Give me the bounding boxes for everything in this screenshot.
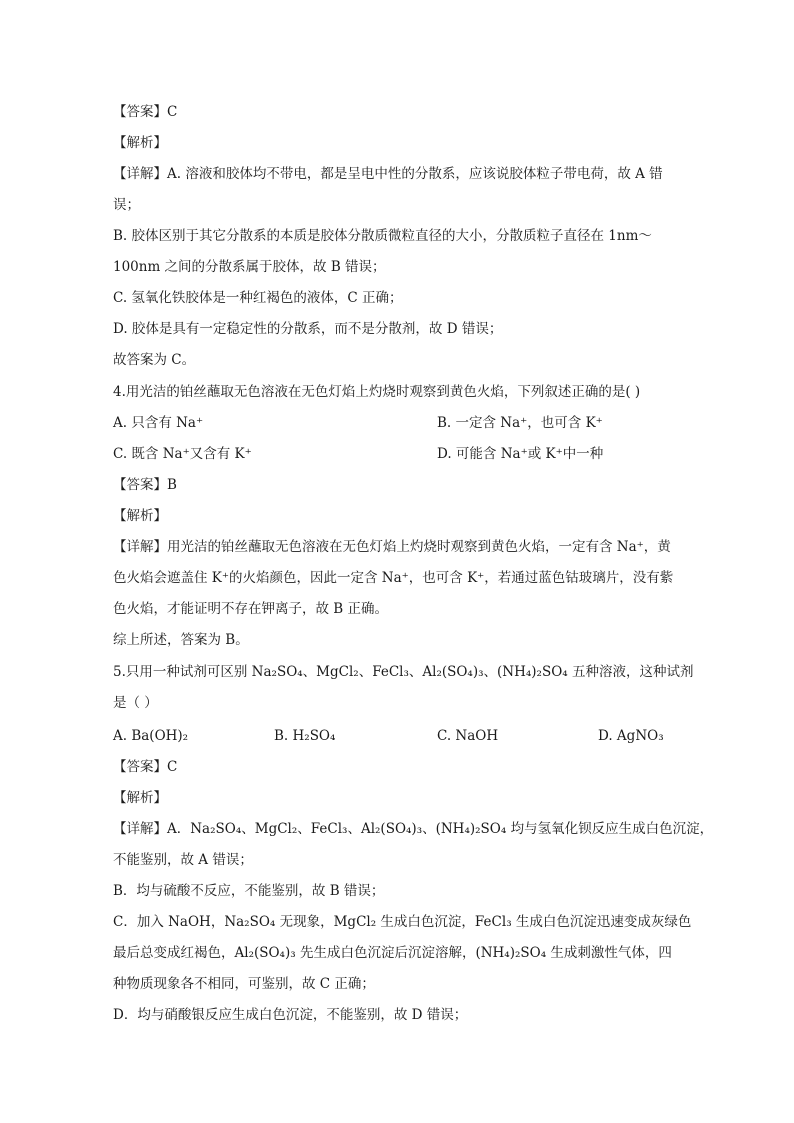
q5-option-b: B. H₂SO₄: [274, 728, 336, 744]
q4-option-c: C. 既含 Na⁺又含有 K⁺: [113, 446, 252, 462]
q5-option-d: D. AgNO₃: [598, 728, 664, 744]
q5-option-a: A. Ba(OH)₂: [113, 728, 189, 744]
explain-line: B. 胶体区别于其它分散系的本质是胶体分散质微粒直径的大小，分散质粒子直径在 1nm～: [113, 228, 652, 244]
explain-line: 综上所述，答案为 B。: [113, 632, 249, 648]
q5-option-c: C. NaOH: [437, 728, 499, 744]
explain-line: 色火焰会遮盖住 K⁺的火焰颜色，因此一定含 Na⁺，也可含 K⁺，若通过蓝色钴玻璃片，没有紫: [113, 570, 674, 586]
explain-line: 不能鉴别，故 A 错误；: [113, 852, 253, 868]
explain-line: 【详解】A．Na₂SO₄、MgCl₂、FeCl₃、Al₂(SO₄)₃、(NH₄)₂SO₄ 均与氢氧化钡反应生成白色沉淀，: [113, 821, 714, 837]
explain-line: 100nm 之间的分散系属于胶体，故 B 错误；: [113, 259, 386, 275]
answer-label: 【答案】C: [113, 104, 178, 120]
explain-line: C. 氢氧化铁胶体是一种红褐色的液体，C 正确；: [113, 290, 403, 306]
explain-line: 【详解】A. 溶液和胶体均不带电，都是呈电中性的分散系，应该说胶体粒子带电荷，故 A 错: [113, 166, 663, 182]
explain-line: 【详解】用光洁的铂丝蘸取无色溶液在无色灯焰上灼烧时观察到黄色火焰，一定有含 Na⁺，黄: [113, 539, 671, 555]
explain-line: 故答案为 C。: [113, 352, 196, 368]
explain-line: D．均与硝酸银反应生成白色沉淀，不能鉴别，故 D 错误；: [113, 1007, 468, 1023]
explain-line: 种物质现象各不相同，可鉴别，故 C 正确；: [113, 976, 375, 992]
analysis-label: 【解析】: [113, 790, 167, 806]
analysis-label: 【解析】: [113, 508, 167, 524]
question-5-stem: 5.只用一种试剂可区别 Na₂SO₄、MgCl₂、FeCl₃、Al₂(SO₄)₃、(NH₄)₂SO₄ 五种溶液，这种试剂: [113, 664, 694, 680]
explain-line: C．加入 NaOH，Na₂SO₄ 无现象，MgCl₂ 生成白色沉淀，FeCl₃ 生成白色沉淀迅速变成灰绿色: [113, 914, 692, 930]
explain-line: 误；: [113, 197, 140, 213]
answer-label: 【答案】C: [113, 759, 178, 775]
explain-line: 色火焰，才能证明不存在钾离子，故 B 正确。: [113, 601, 389, 617]
q4-option-d: D. 可能含 Na⁺或 K⁺中一种: [437, 446, 604, 462]
answer-label: 【答案】B: [113, 477, 177, 493]
analysis-label: 【解析】: [113, 135, 167, 151]
explain-line: D. 胶体是具有一定稳定性的分散系，而不是分散剂，故 D 错误；: [113, 321, 503, 337]
q4-option-a: A. 只含有 Na⁺: [113, 415, 204, 431]
question-5-stem-cont: 是（ ）: [113, 695, 158, 711]
explain-line: 最后总变成红褐色，Al₂(SO₄)₃ 先生成白色沉淀后沉淀溶解，(NH₄)₂SO₄ 生成刺激性气体，四: [113, 945, 672, 961]
q4-option-b: B. 一定含 Na⁺，也可含 K⁺: [437, 415, 603, 431]
question-4-stem: 4.用光洁的铂丝蘸取无色溶液在无色灯焰上灼烧时观察到黄色火焰，下列叙述正确的是( ): [113, 384, 641, 400]
explain-line: B．均与硫酸不反应，不能鉴别，故 B 错误；: [113, 883, 385, 899]
